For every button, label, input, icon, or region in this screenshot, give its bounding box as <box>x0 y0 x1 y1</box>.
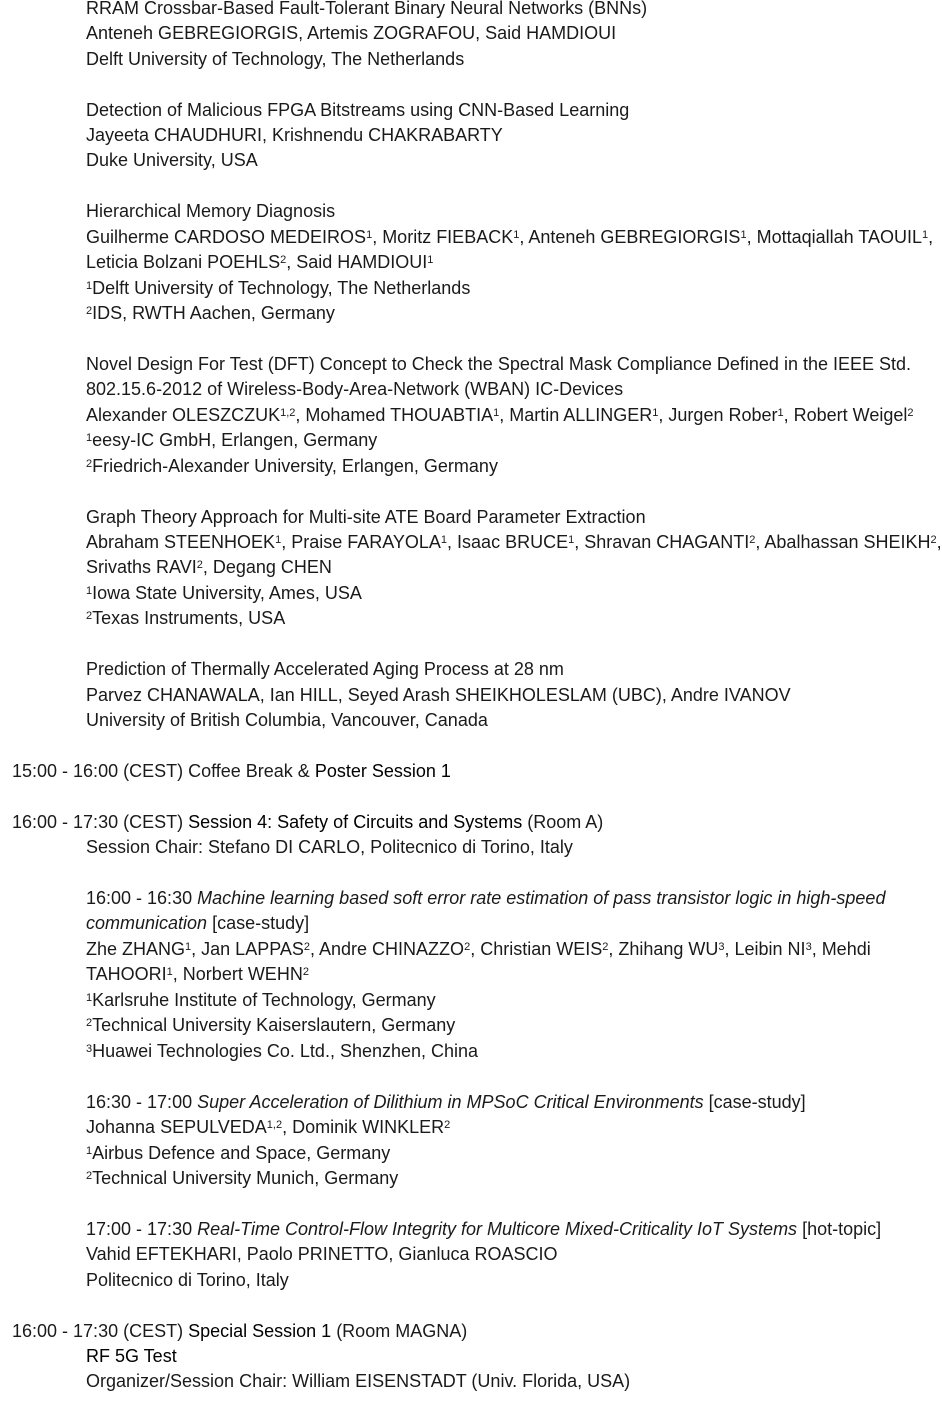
talk-authors <box>86 1115 450 1140</box>
paper-affiliation: University of British Columbia, Vancouver, Canada <box>86 710 488 730</box>
poster-session-link[interactable]: Poster Session 1 <box>314 761 451 781</box>
paper-title: Hierarchical Memory Diagnosis <box>86 201 336 221</box>
author-text: , Said HAMDIOUI <box>286 252 428 272</box>
aff-marker: 2 <box>280 254 287 266</box>
talk-title <box>86 886 885 911</box>
paper-authors: Jayeeta CHAUDHURI, Krishnendu CHAKRABARTY <box>86 125 503 145</box>
author-text: Abraham STEENHOEK <box>86 532 276 552</box>
author-text: Zhe ZHANG <box>86 939 186 959</box>
talk-title <box>86 911 309 936</box>
aff-marker: 3 <box>86 1043 93 1055</box>
aff-marker: 2 <box>302 966 309 978</box>
paper-authors <box>86 250 433 275</box>
talk-tag: [case-study] <box>703 1092 806 1112</box>
author-text: , Mehdi <box>811 939 871 959</box>
session-name[interactable]: Session 4: Safety of Circuits and Systems <box>188 812 523 832</box>
aff-marker: 2 <box>303 941 311 953</box>
author-text: , Jurgen Rober <box>658 405 778 425</box>
aff-marker: 2 <box>907 407 914 419</box>
session-name[interactable]: Special Session 1 <box>188 1321 332 1341</box>
affiliation-text: Friedrich-Alexander University, Erlangen, Germany <box>92 456 498 476</box>
author-text: , <box>936 532 942 552</box>
paper-authors: Parvez CHANAWALA, Ian HILL, Seyed Arash SHEIKHOLESLAM (UBC), Andre IVANOV <box>86 685 791 705</box>
affiliation-text: Texas Instruments, USA <box>92 608 286 628</box>
author-text: , Degang CHEN <box>202 557 332 577</box>
paper-title: Novel Design For Test (DFT) Concept to Check the Spectral Mask Compliance Defined in the IEEE Std. <box>86 354 912 374</box>
paper-affiliation <box>86 606 285 631</box>
paper-affiliation <box>86 454 498 479</box>
coffee-break-row <box>12 759 451 784</box>
author-text: , Abalhassan SHEIKH <box>755 532 931 552</box>
aff-marker: 2 <box>930 534 937 546</box>
aff-marker: 2 <box>444 1119 451 1131</box>
author-text: , Christian WEIS <box>470 939 603 959</box>
talk-title-text: Super Acceleration of Dilithium in MPSoC Critical Environments <box>197 1092 704 1112</box>
author-text: , Mottaqiallah TAOUIL <box>746 227 922 247</box>
aff-marker: 3 <box>805 941 812 953</box>
paper-affiliation: Duke University, USA <box>86 150 258 170</box>
author-text: Johanna SEPULVEDA <box>86 1117 267 1137</box>
aff-marker: 1 <box>777 407 784 419</box>
author-text: Guilherme CARDOSO MEDEIROS <box>86 227 367 247</box>
author-text: , Isaac BRUCE <box>447 532 569 552</box>
author-text: Srivaths RAVI <box>86 557 197 577</box>
aff-marker: 1 <box>366 229 373 241</box>
paper-authors <box>86 225 933 250</box>
author-text: , Leibin NI <box>724 939 806 959</box>
session-subtitle: RF 5G Test <box>86 1346 177 1366</box>
time-text: 16:00 - 17:30 (CEST) <box>12 1321 189 1341</box>
aff-marker: 1 <box>440 534 448 546</box>
author-text: , Praise FARAYOLA <box>281 532 441 552</box>
talk-affiliation <box>86 1141 390 1166</box>
aff-marker: 1 <box>86 992 93 1004</box>
talk-affiliation <box>86 988 436 1013</box>
author-text: Leticia Bolzani POEHLS <box>86 252 281 272</box>
author-text: , Shravan CHAGANTI <box>574 532 750 552</box>
time-text: 16:00 - 16:30 <box>86 888 198 908</box>
affiliation-text: eesy-IC GmbH, Erlangen, Germany <box>92 430 378 450</box>
author-text: , Martin ALLINGER <box>499 405 653 425</box>
talk-title <box>86 1090 806 1115</box>
affiliation-text: Airbus Defence and Space, Germany <box>92 1143 391 1163</box>
author-text: , Norbert WEHN <box>172 964 303 984</box>
paper-affiliation: Delft University of Technology, The Netherlands <box>86 49 465 69</box>
affiliation-text: Delft University of Technology, The Netherlands <box>92 278 471 298</box>
aff-marker: 1 <box>86 1145 93 1157</box>
paper-title: Prediction of Thermally Accelerated Aging Process at 28 nm <box>86 659 564 679</box>
talk-authors <box>86 962 309 987</box>
aff-marker: 2 <box>86 305 93 317</box>
paper-title: Graph Theory Approach for Multi-site ATE Board Parameter Extraction <box>86 507 646 527</box>
paper-affiliation <box>86 276 470 301</box>
aff-marker: 1 <box>86 432 93 444</box>
affiliation-text: Iowa State University, Ames, USA <box>92 583 362 603</box>
paper-authors <box>86 403 913 428</box>
aff-marker: 2 <box>86 1017 93 1029</box>
session-header <box>12 1319 467 1344</box>
author-text: , Zhihang WU <box>608 939 719 959</box>
author-text: , Dominik WINKLER <box>282 1117 445 1137</box>
aff-marker: 1 <box>922 229 929 241</box>
talk-authors <box>86 937 871 962</box>
aff-marker: 2 <box>749 534 756 546</box>
time-text: 16:30 - 17:00 <box>86 1092 198 1112</box>
aff-marker: 1 <box>185 941 192 953</box>
talk-title-text: Real-Time Control-Flow Integrity for Multicore Mixed-Criticality IoT Systems <box>197 1219 798 1239</box>
author-text: , Anteneh GEBREGIORGIS <box>519 227 741 247</box>
talk-tag: [case-study] <box>207 913 310 933</box>
aff-marker: 1 <box>513 229 520 241</box>
paper-title: 802.15.6-2012 of Wireless-Body-Area-Network (WBAN) IC-Devices <box>86 379 624 399</box>
author-text: Alexander OLESZCZUK <box>86 405 281 425</box>
paper-affiliation <box>86 301 335 326</box>
aff-marker: 1 <box>652 407 659 419</box>
paper-authors <box>86 555 332 580</box>
aff-marker: 1,2 <box>280 407 296 419</box>
paper-authors: Anteneh GEBREGIORGIS, Artemis ZOGRAFOU, Said HAMDIOUI <box>86 23 617 43</box>
aff-marker: 2 <box>196 559 203 571</box>
author-text: , Jan LAPPAS <box>191 939 304 959</box>
time-text: 17:00 - 17:30 <box>86 1219 198 1239</box>
aff-marker: 2 <box>86 610 93 622</box>
author-text: , Mohamed THOUABTIA <box>295 405 494 425</box>
aff-marker: 2 <box>602 941 609 953</box>
aff-marker: 1 <box>427 254 434 266</box>
aff-marker: 1,2 <box>266 1119 283 1131</box>
aff-marker: 1 <box>275 534 282 546</box>
room-text: (Room MAGNA) <box>331 1321 468 1341</box>
aff-marker: 2 <box>86 1170 93 1182</box>
aff-marker: 1 <box>166 966 173 978</box>
aff-marker: 1 <box>86 280 93 292</box>
affiliation-text: Technical University Kaiserslautern, Germany <box>92 1015 456 1035</box>
paper-authors <box>86 530 942 555</box>
session-organizer: Organizer/Session Chair: William EISENSTADT (Univ. Florida, USA) <box>86 1371 631 1391</box>
aff-marker: 1 <box>86 585 93 597</box>
affiliation-text: Karlsruhe Institute of Technology, Germany <box>92 990 436 1010</box>
aff-marker: 3 <box>718 941 725 953</box>
talk-affiliation <box>86 1013 455 1038</box>
paper-affiliation <box>86 428 377 453</box>
talk-tag: [hot-topic] <box>797 1219 882 1239</box>
talk-affiliation <box>86 1039 478 1064</box>
author-text: , Andre CHINAZZO <box>310 939 465 959</box>
aff-marker: 1 <box>493 407 500 419</box>
talk-title-text: communication <box>86 913 208 933</box>
author-text: TAHOORI <box>86 964 167 984</box>
affiliation-text: Huawei Technologies Co. Ltd., Shenzhen, China <box>92 1041 479 1061</box>
talk-authors: Vahid EFTEKHARI, Paolo PRINETTO, Gianluca ROASCIO <box>86 1244 558 1264</box>
talk-title <box>86 1217 881 1242</box>
paper-title: RRAM Crossbar-Based Fault-Tolerant Binary Neural Networks (BNNs) <box>86 0 648 18</box>
time-text: 16:00 - 17:30 (CEST) <box>12 812 189 832</box>
talk-affiliation: Politecnico di Torino, Italy <box>86 1270 289 1290</box>
aff-marker: 2 <box>86 458 93 470</box>
time-text: 15:00 - 16:00 (CEST) Coffee Break & <box>12 761 315 781</box>
talk-title-text: Machine learning based soft error rate estimation of pass transistor logic in high-speed <box>197 888 886 908</box>
author-text: , Moritz FIEBACK <box>372 227 514 247</box>
session-header <box>12 810 603 835</box>
author-text: , <box>928 227 934 247</box>
aff-marker: 2 <box>464 941 471 953</box>
affiliation-text: Technical University Munich, Germany <box>92 1168 399 1188</box>
aff-marker: 1 <box>568 534 575 546</box>
author-text: , Robert Weigel <box>783 405 908 425</box>
affiliation-text: IDS, RWTH Aachen, Germany <box>92 303 335 323</box>
session-chair: Session Chair: Stefano DI CARLO, Politecnico di Torino, Italy <box>86 837 573 857</box>
talk-affiliation <box>86 1166 398 1191</box>
paper-affiliation <box>86 581 362 606</box>
paper-title: Detection of Malicious FPGA Bitstreams using CNN-Based Learning <box>86 100 630 120</box>
room-text: (Room A) <box>522 812 604 832</box>
aff-marker: 1 <box>740 229 747 241</box>
